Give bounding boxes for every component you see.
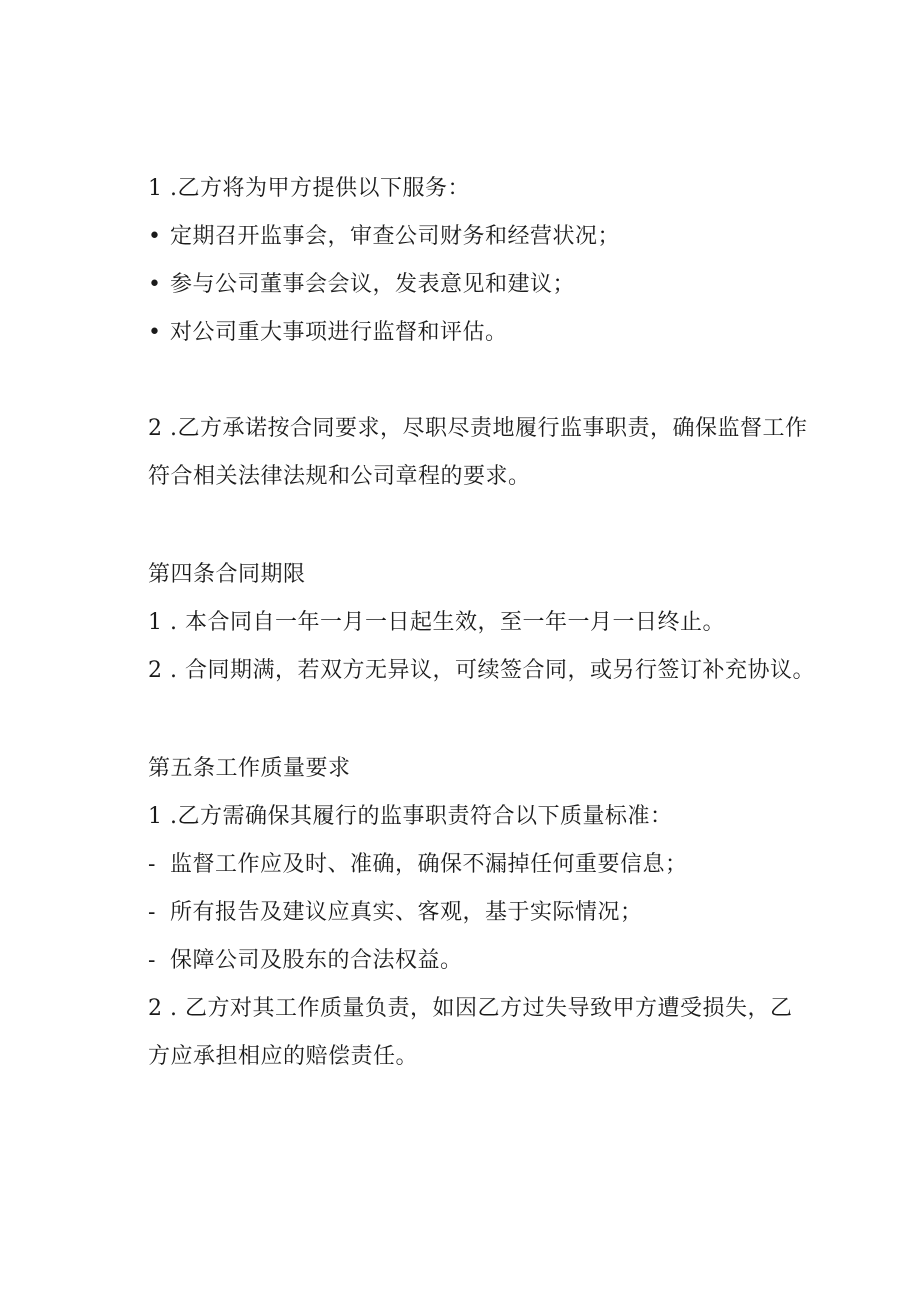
clause-5-item-2-line-2: 方应承担相应的赔偿责任。: [148, 1044, 419, 1069]
clause-3-item-2-line-1: 2 .乙方承诺按合同要求，尽职尽责地履行监事职责，确保监督工作: [148, 416, 808, 441]
clause-3-item-2-line-2: 符合相关法律法规和公司章程的要求。: [148, 464, 531, 489]
bullet-text: 参与公司董事会会议，发表意见和建议；: [170, 272, 576, 297]
dash-text: 所有报告及建议应真实、客观，基于实际情况；: [170, 900, 643, 925]
bullet-icon: •: [148, 320, 162, 345]
quality-item-3: [148, 946, 463, 976]
bullet-text: 定期召开监事会，审查公司财务和经营状况；: [170, 224, 621, 249]
clause-3-item-1: 1 .乙方将为甲方提供以下服务：: [148, 176, 470, 201]
bullet-text: 对公司重大事项进行监督和评估。: [170, 320, 508, 345]
dash-text: 保障公司及股东的合法权益。: [170, 948, 463, 973]
service-bullet-3: [148, 318, 508, 348]
quality-item-1: [148, 850, 688, 880]
dash-icon: -: [148, 852, 156, 877]
service-bullet-1: [148, 222, 620, 252]
bullet-icon: •: [148, 224, 162, 249]
bullet-icon: •: [148, 272, 162, 297]
dash-icon: -: [148, 900, 156, 925]
dash-icon: -: [148, 948, 156, 973]
service-bullet-2: [148, 270, 575, 300]
quality-item-2: [148, 898, 643, 928]
section-5-heading: 第五条工作质量要求: [148, 756, 351, 781]
clause-5-item-2-line-1: 2 . 乙方对其工作质量负责，如因乙方过失导致甲方遭受损失，乙: [148, 996, 793, 1021]
section-4-heading: 第四条合同期限: [148, 562, 306, 587]
dash-text: 监督工作应及时、准确，确保不漏掉任何重要信息；: [170, 852, 688, 877]
clause-5-item-1: 1 .乙方需确保其履行的监事职责符合以下质量标准：: [148, 804, 673, 829]
clause-4-item-1: 1 . 本合同自一年一月一日起生效，至一年一月一日终止。: [148, 610, 725, 635]
clause-4-item-2: 2 . 合同期满，若双方无异议，可续签合同，或另行签订补充协议。: [148, 658, 815, 683]
